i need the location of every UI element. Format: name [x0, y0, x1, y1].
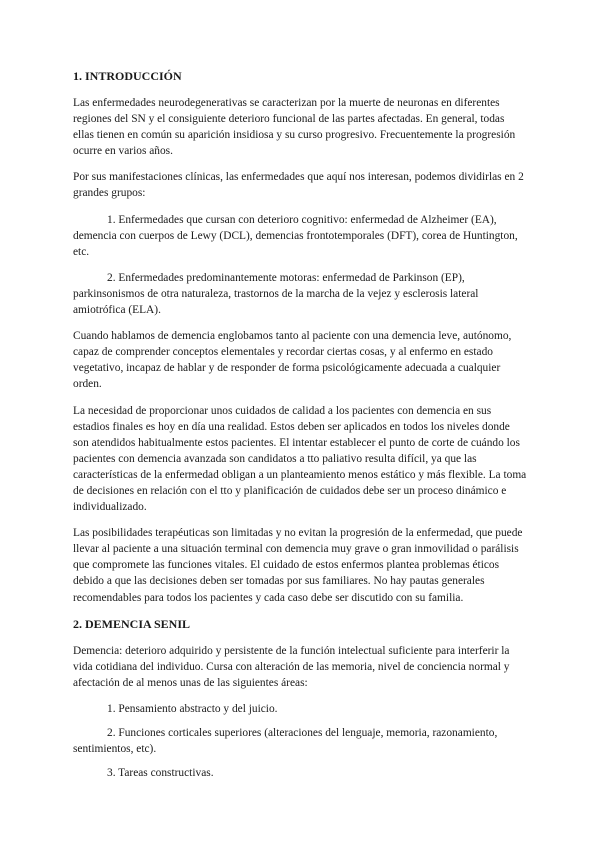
- paragraph: Por sus manifestaciones clínicas, las enfermedades que aquí nos interesan, podemos dividirlas en 2 grandes grupos:: [73, 171, 524, 200]
- paragraph: Demencia: deterioro adquirido y persistente de la función intelectual suficiente para interferir la vida cotidiana del individuo. Cursa con alteración de las memoria, nivel de conciencia normal y afectación de al menos unas de las siguientes áreas:: [73, 644, 510, 689]
- list-item: 3. Tareas constructivas.: [107, 767, 214, 780]
- document-page: [73, 62, 528, 789]
- paragraph: Las enfermedades neurodegenerativas se caracterizan por la muerte de neuronas en diferentes regiones del SN y el consiguiente deterioro funcional de las partes afectadas. En general, todas ellas tienen en común su aparición insidiosa y su curso progresivo. Frecuentemente la progresión ocurre en varios años.: [73, 97, 516, 158]
- section-heading-introduccion: 1. INTRODUCCIÓN: [73, 69, 182, 83]
- paragraph: La necesidad de proporcionar unos cuidados de calidad a los pacientes con demencia en sus estadios finales es hoy en día una realidad. Estos deben ser aplicados en todos los niveles donde son atendidos habitualmente estos pacientes. El intentar establecer el punto de corte de cuándo los pacientes con demencia avanzada son candidatos a tto paliativo resulta difícil, ya que las características de la enfermedad obligan a un planteamiento menos estático y más flexible. La toma de decisiones en relación con el tto y planificación de cuidados debe ser un proceso dinámico e individualizado.: [73, 404, 527, 514]
- paragraph: Las posibilidades terapéuticas son limitadas y no evitan la progresión de la enfermedad, que puede llevar al paciente a una situación terminal con demencia muy grave o gran inmovilidad o parálisis que compromete las funciones vitales. El cuidado de estos enfermos plantea problemas éticos debido a que las decisiones deben ser tomadas por sus familiares. No hay pautas generales recomendables para todos los pacientes y cada caso debe ser discutido con su familia.: [73, 527, 523, 604]
- section-heading-demencia-senil: 2. DEMENCIA SENIL: [73, 616, 191, 631]
- list-item: 2. Funciones corticales superiores (alteraciones del lenguaje, memoria, razonamiento, sentimientos, etc).: [73, 727, 498, 756]
- list-item: 1. Pensamiento abstracto y del juicio.: [107, 702, 278, 715]
- list-item: 2. Enfermedades predominantemente motoras: enfermedad de Parkinson (EP), parkinsonismos de otra naturaleza, trastornos de la marcha de la vejez y esclerosis lateral amiotrófica (ELA).: [73, 271, 479, 317]
- paragraph: Cuando hablamos de demencia englobamos tanto al paciente con una demencia leve, autónomo, capaz de comprender conceptos elementales y recordar ciertas cosas, y al enfermo en estado vegetativo, incapaz de hablar y de responder de forma psicológicamente adecuada a cualquier orden.: [73, 330, 512, 391]
- list-item: 1. Enfermedades que cursan con deterioro cognitivo: enfermedad de Alzheimer (EA), demencia con cuerpos de Lewy (DCL), demencias frontotemporales (DFT), corea de Huntington, etc.: [73, 213, 518, 258]
